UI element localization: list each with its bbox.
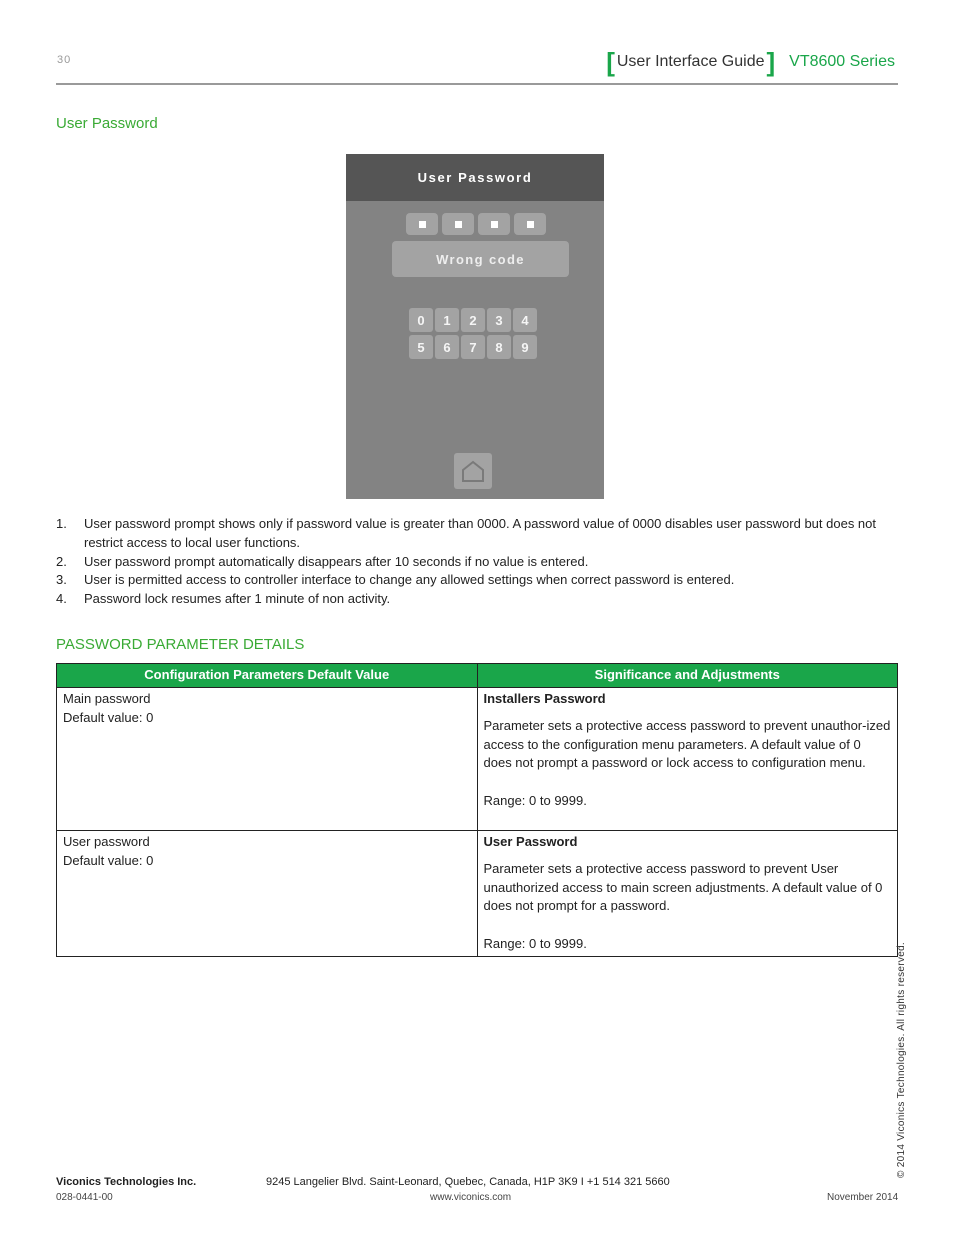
numeric-keypad [409, 308, 537, 359]
key-1[interactable]: 1 [435, 308, 459, 332]
footer-address: 9245 Langelier Blvd. Saint-Leonard, Quebec, Canada, H1P 3K9 I +1 514 321 5660 [266, 1176, 670, 1188]
sig-range: Range: 0 to 9999. [483, 793, 587, 809]
table-cell [57, 831, 478, 957]
bracket-left: [ [606, 47, 615, 77]
list-item: 3. User is permitted access to controller interface to change any allowed settings when correct password is entered. [56, 572, 735, 588]
table-cell [477, 688, 898, 831]
password-digit [442, 213, 474, 235]
table-row [57, 831, 898, 957]
password-digit [478, 213, 510, 235]
footer-doc-number: 028-0441-00 [56, 1192, 113, 1203]
table-header: Configuration Parameters Default Value [57, 664, 478, 688]
sig-text: Parameter sets a protective access password to prevent User unauthorized access to main screen adjustments. A default value of 0 does not prompt for a password. [483, 860, 883, 914]
table-row [57, 688, 898, 831]
list-item: 1. User password prompt shows only if password value is greater than 0000. A password value of 0000 disables user password but does not restrict access to local user functions. [56, 516, 876, 550]
password-digit [514, 213, 546, 235]
section-title-user-password: User Password [56, 115, 158, 132]
key-2[interactable]: 2 [461, 308, 485, 332]
header-divider [56, 83, 898, 85]
key-6[interactable]: 6 [435, 335, 459, 359]
home-button[interactable] [454, 453, 492, 489]
page-number: 30 [57, 54, 72, 66]
section-title-password-parameters: PASSWORD PARAMETER DETAILS [56, 636, 305, 653]
bracket-right: ] [766, 47, 776, 77]
footer-company: Viconics Technologies Inc. [56, 1176, 197, 1188]
key-7[interactable]: 7 [461, 335, 485, 359]
sig-title: Installers Password [483, 691, 606, 706]
table-header: Significance and Adjustments [477, 664, 898, 688]
series-title: VT8600 Series [789, 53, 895, 70]
table-header-row [57, 664, 898, 688]
wrong-code-message: Wrong code [392, 241, 569, 277]
key-5[interactable]: 5 [409, 335, 433, 359]
sig-range: Range: 0 to 9999. [483, 936, 587, 952]
key-0[interactable]: 0 [409, 308, 433, 332]
key-8[interactable]: 8 [487, 335, 511, 359]
device-screen-title: User Password [346, 154, 604, 201]
key-9[interactable]: 9 [513, 335, 537, 359]
param-name: User password [63, 834, 150, 849]
list-item: 4. Password lock resumes after 1 minute of non activity. [56, 591, 391, 607]
home-icon [460, 459, 486, 483]
param-default: Default value: 0 [63, 852, 154, 868]
copyright-notice: © 2014 Viconics Technologies. All rights reserved. [896, 941, 907, 1178]
parameters-table [56, 663, 898, 957]
table-cell [477, 831, 898, 957]
notes-list [56, 515, 898, 609]
password-digits [406, 213, 546, 235]
list-item: 2. User password prompt automatically disappears after 10 seconds if no value is entered. [56, 553, 589, 569]
param-default: Default value: 0 [63, 709, 154, 725]
sig-title: User Password [483, 834, 578, 849]
footer-website[interactable]: www.viconics.com [430, 1192, 512, 1203]
page-header [606, 47, 895, 77]
key-3[interactable]: 3 [487, 308, 511, 332]
table-cell [57, 688, 478, 831]
guide-title: User Interface Guide [616, 53, 765, 70]
sig-text: Parameter sets a protective access password to prevent unauthor-ized access to the configuration menu parameters. A default value of 0 does not prompt a password or lock access to configuration menu. [483, 717, 891, 771]
password-digit [406, 213, 438, 235]
key-4[interactable]: 4 [513, 308, 537, 332]
footer-date: November 2014 [827, 1192, 899, 1203]
param-name: Main password [63, 691, 151, 706]
